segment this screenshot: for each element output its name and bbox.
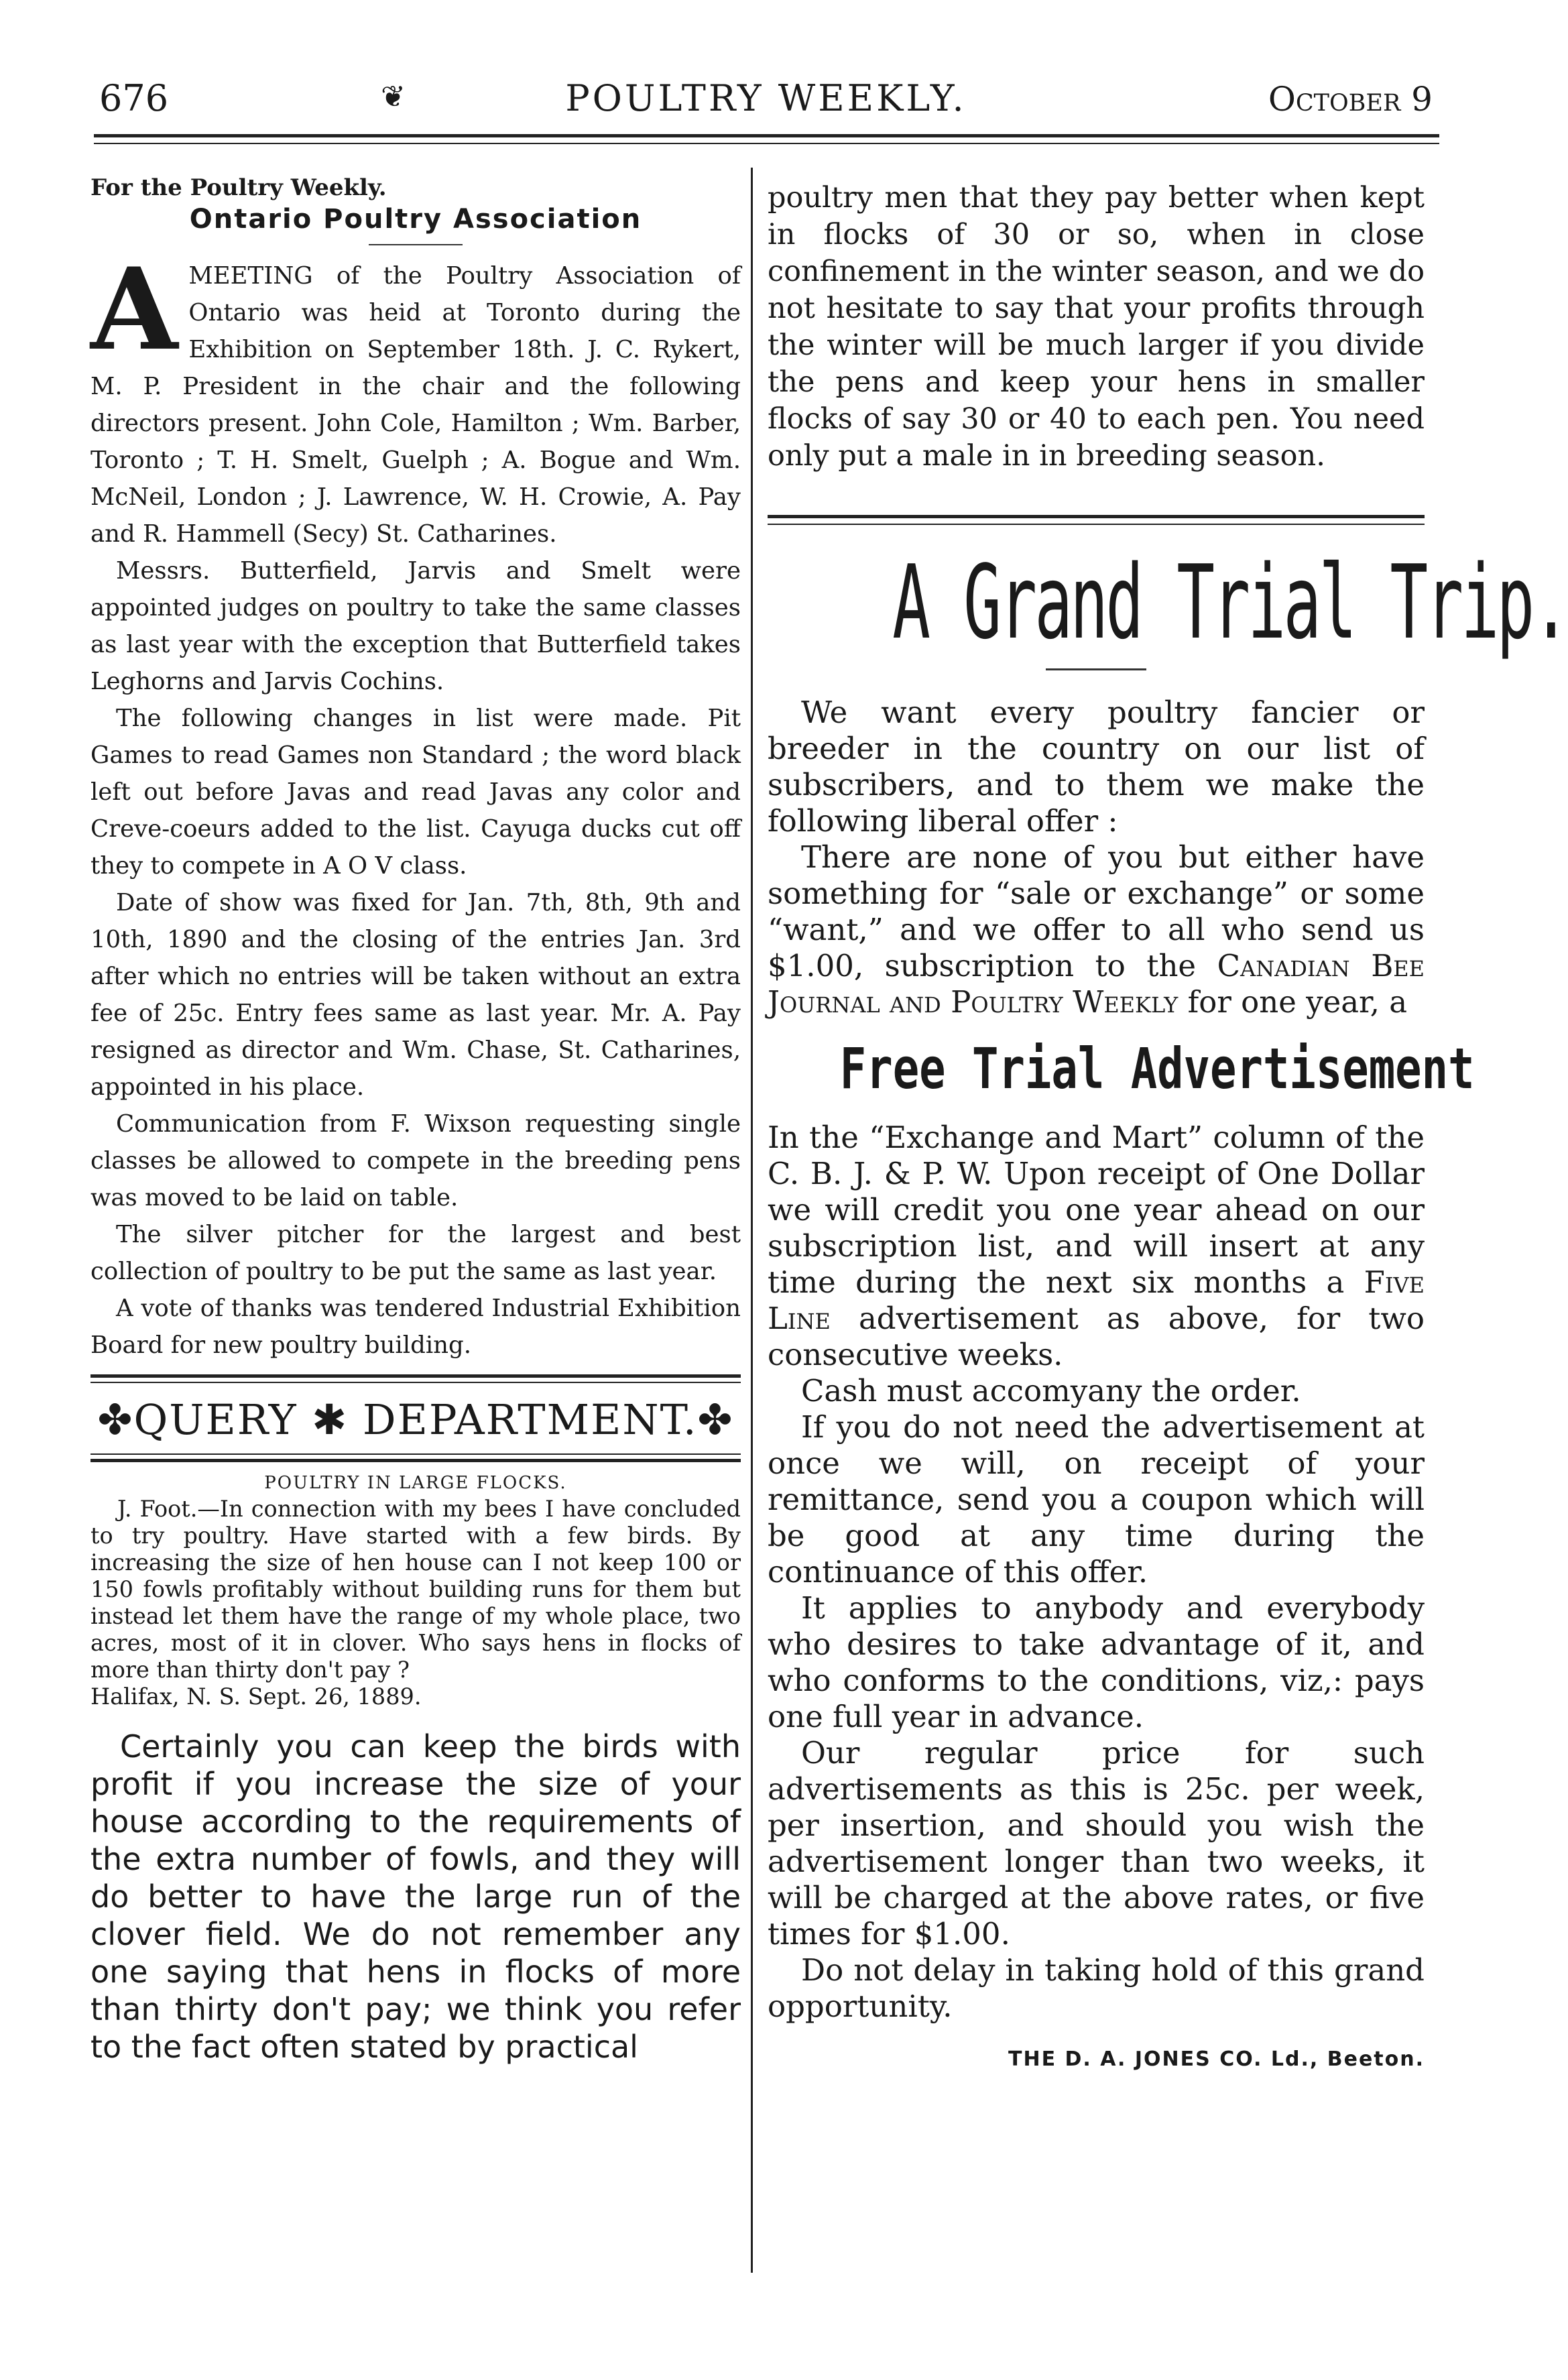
column-divider [751,168,753,2273]
ad-paragraph: It applies to anybody and everybody who desires to take advantage of it, and who conforms to the conditions, viz,: pays one full year in advance. [768,1590,1425,1734]
section-rule [91,1374,741,1378]
ad-paragraph: We want every poultry fancier or breeder in the country on our list of subscribers, and to them we make the following liberal offer : [768,695,1425,839]
ad-paragraph: Do not delay in taking hold of this grand opportunity. [768,1952,1425,2024]
headline-rule [1046,668,1146,670]
issue-date: October 9 [1268,80,1433,119]
title-rule [369,244,463,245]
article-paragraph: The following changes in list were made. Pit Games to read Games non Standard ; the word black left out before Javas and read Javas any color and Creve-coeurs added to the list. Cayuga ducks cut off they to compete in A O V class. [91,705,741,880]
letter-text: J. Foot.—In connection with my bees I have concluded to try poultry. Have started with a few birds. By increasing the size of hen house can I not keep 100 or 150 fowls profitably without building runs for them but instead let them have the range of my whole place, two acres, most of it in clover. Who says hens in flocks of more than thirty don't pay ? [91,1496,741,1683]
article-title: Ontario Poultry Association [189,204,642,235]
left-column [91,174,741,2066]
query-subheading: POULTRY IN LARGE FLOCKS. [264,1473,567,1493]
ornament-icon: ❦ [381,80,406,114]
article-paragraph: Communication from F. Wixson requesting single classes be allowed to compete in the breeding pens was moved to be laid on table. [91,1110,741,1211]
drop-cap: A [91,243,178,375]
section-rule [768,515,1425,518]
page-header [99,77,1433,131]
publisher-imprint: THE D. A. JONES CO. Ld., Beeton. [1008,2047,1425,2071]
article-paragraph: Date of show was fixed for Jan. 7th, 8th, 9th and 10th, 1890 and the closing of the entries Jan. 3rd after which no entries will be taken without an extra fee of 25c. Entry fees same as last year. Mr. A. Pay resigned as director and Wm. Chase, St. Catharines, appointed in his place. [91,889,741,1101]
answer-continuation: poultry men that they pay better when kept in flocks of 30 or so, when in close confinement in the winter season, and we do not hesitate to say that your profits through the winter will be much larger if you divide the pens and keep your hens in smaller flocks of say 30 or 40 to each pen. You need only put a male in in breeding season. [768,181,1425,473]
article-paragraph: Messrs. Butterfield, Jarvis and Smelt were appointed judges on poultry to take the same classes as last year with the exception that Butterfield takes Leghorns and Jarvis Cochins. [91,557,741,695]
ad-paragraph: Our regular price for such advertisements as this is 25c. per week, per insertion, and should you wish the advertisement longer than two weeks, it will be charged at the above rates, or five times for $1.00. [768,1735,1425,1952]
article-paragraph: AMEETING of the Poultry Association of Ontario was heid at Toronto during the Exhibition on September 18th. J. C. Rykert, M. P. President in the chair and the following directors present. John Cole, Hamilton ; Wm. Barber, Toronto ; T. H. Smelt, Guelph ; A. Bogue and Wm. McNeil, London ; J. Lawrence, W. H. Crowie, A. Pay and R. Hammell (Secy) St. Catharines. [91,243,741,548]
source-note: For the Poultry Weekly. [91,174,387,201]
right-column [768,180,1568,2071]
ad-paragraph: There are none of you but either have something for “sale or exchange” or some “want,” and we offer to all who send us $1.00, subscription to the Canadian Bee Journal and Poultry Weekly for one year, a [768,839,1425,1020]
five-line-label: Five Line [768,1264,1425,1336]
ad-body-continued [768,1120,1425,2025]
header-rule-thick [94,134,1439,137]
query-answer [91,1728,741,2066]
association-article [91,243,741,1364]
query-department-heading: ✤QUERY ✱ DEPARTMENT.✤ [97,1395,734,1444]
query-letter [91,1496,741,1710]
section-rule [91,1453,741,1455]
ad-paragraph: Cash must accomyany the order. [801,1373,1301,1409]
section-rule [768,524,1425,525]
publication-title: POULTRY WEEKLY. [565,77,967,119]
letter-signature: Halifax, N. S. Sept. 26, 1889. [91,1683,422,1710]
ad-headline: A Grand Trial Trip. [892,543,1568,662]
ad-paragraph: In the “Exchange and Mart” column of the C. B. J. & P. W. Upon receipt of One Dollar we will credit you one year ahead on our subscription list, and will insert at any time during the next six months a Five Line advertisement as above, for two consecutive weeks. [768,1120,1425,1372]
ad-subheadline: Free Trial Advertisement [839,1036,1475,1102]
ad-body [768,695,1425,1020]
article-paragraph: A vote of thanks was tendered Industrial Exhibition Board for new poultry building. [91,1295,741,1359]
journal-name: Canadian Bee Journal and Poultry Weekly [768,948,1425,1020]
page-number: 676 [99,77,169,119]
answer-text: Certainly you can keep the birds with profit if you increase the size of your house according to the requirements of the extra number of fowls, and they will do better to have the large run of the clover field. We do not remember any one saying that hens in flocks of more than thirty don't pay; we think you refer to the fact often stated by practical [91,1728,741,2065]
section-rule [91,1382,741,1383]
section-rule [91,1459,741,1462]
ad-paragraph: If you do not need the advertisement at once we will, on receipt of your remittance, send you a coupon which will be good at any time during the continuance of this offer. [768,1409,1425,1590]
article-paragraph: The silver pitcher for the largest and best collection of poultry to be put the same as last year. [91,1221,741,1285]
header-rule-thin [94,143,1439,144]
